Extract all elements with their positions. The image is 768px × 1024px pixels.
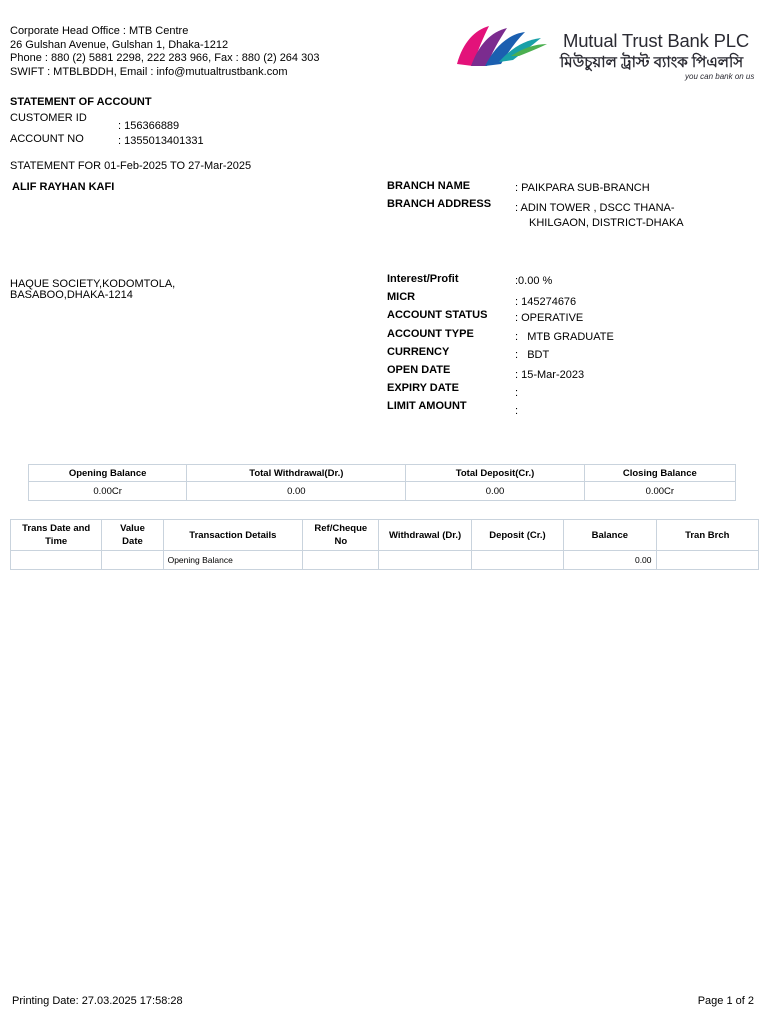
bank-tagline: you can bank on us: [685, 72, 755, 81]
summary-closing-balance-value: 0.00Cr: [584, 482, 735, 501]
branch-address-value-line1: : ADIN TOWER , DSCC THANA-: [515, 202, 675, 214]
summary-header-row: [29, 465, 736, 482]
cell-transaction-details: Opening Balance: [163, 551, 303, 570]
page-number: Page 1 of 2: [697, 995, 754, 1007]
phone-fax-line: Phone : 880 (2) 5881 2298, 222 283 966, Fax : 880 (2) 264 303: [10, 52, 320, 64]
customer-id-label: CUSTOMER ID: [10, 112, 87, 124]
table-row: [11, 551, 759, 570]
swift-email-line: SWIFT : MTBLBDDH, Email : info@mutualtrustbank.com: [10, 65, 288, 78]
transactions-header-row: [11, 520, 759, 551]
summary-header-total-withdrawal: Total Withdrawal(Dr.): [187, 465, 406, 482]
interest-profit-label: Interest/Profit: [387, 273, 459, 285]
bank-logo-ribbon-icon: [455, 22, 555, 72]
currency-value: : BDT: [515, 349, 550, 361]
printing-date: Printing Date: 27.03.2025 17:58:28: [12, 995, 183, 1007]
cell-balance: 0.00: [564, 551, 656, 570]
customer-name: ALIF RAYHAN KAFI: [12, 181, 115, 193]
cell-deposit: [471, 551, 563, 570]
account-status-label: ACCOUNT STATUS: [387, 309, 488, 321]
col-header-withdrawal: Withdrawal (Dr.): [379, 520, 471, 551]
expiry-date-value: :: [515, 387, 519, 399]
summary-total-deposit-value: 0.00: [406, 482, 584, 501]
cell-trans-date: [11, 551, 102, 570]
account-no-label: ACCOUNT NO: [10, 133, 84, 145]
summary-header-opening-balance: Opening Balance: [29, 465, 187, 482]
col-header-balance: Balance: [564, 520, 656, 551]
head-office-line: Corporate Head Office : MTB Centre: [10, 25, 189, 37]
cell-value-date: [102, 551, 163, 570]
micr-label: MICR: [387, 291, 416, 303]
account-no-value: : 1355013401331: [118, 135, 204, 147]
summary-total-withdrawal-value: 0.00: [187, 482, 406, 501]
cell-withdrawal: [379, 551, 471, 570]
open-date-value: : 15-Mar-2023: [515, 369, 585, 381]
account-type-label: ACCOUNT TYPE: [387, 328, 474, 340]
col-header-tran-brch: Tran Brch: [656, 520, 758, 551]
currency-label: CURRENCY: [387, 346, 450, 358]
bank-logo: [455, 20, 761, 86]
interest-profit-value: :0.00 %: [515, 275, 553, 287]
col-header-deposit: Deposit (Cr.): [471, 520, 563, 551]
account-status-value: : OPERATIVE: [515, 312, 584, 324]
micr-value: : 145274676: [515, 296, 577, 308]
summary-value-row: [29, 482, 736, 501]
head-office-address: 26 Gulshan Avenue, Gulshan 1, Dhaka-1212: [10, 38, 229, 51]
statement-period: STATEMENT FOR 01-Feb-2025 TO 27-Mar-2025: [10, 160, 252, 172]
account-type-value: : MTB GRADUATE: [515, 331, 614, 343]
customer-id-value: : 156366889: [118, 120, 180, 132]
summary-header-total-deposit: Total Deposit(Cr.): [406, 465, 584, 482]
customer-address-line1: HAQUE SOCIETY,KODOMTOLA,: [10, 278, 176, 290]
col-header-transaction-details: Transaction Details: [163, 520, 303, 551]
limit-amount-value: :: [515, 405, 519, 417]
expiry-date-label: EXPIRY DATE: [387, 382, 459, 394]
limit-amount-label: LIMIT AMOUNT: [387, 400, 467, 412]
col-header-value-date: Value Date: [102, 520, 163, 551]
bank-name-bangla: মিউচুয়াল ট্রাস্ট ব্যাংক পিএলসি: [560, 54, 744, 71]
branch-address-value-line2: KHILGAON, DISTRICT-DHAKA: [529, 217, 684, 229]
customer-address-line2: BASABOO,DHAKA-1214: [10, 289, 133, 301]
col-header-ref-cheque: Ref/Cheque No: [303, 520, 379, 551]
col-header-trans-date: Trans Date and Time: [11, 520, 102, 551]
cell-tran-brch: [656, 551, 758, 570]
statement-title: STATEMENT OF ACCOUNT: [10, 96, 152, 108]
transactions-table: [10, 519, 759, 570]
branch-name-value: : PAIKPARA SUB-BRANCH: [515, 182, 650, 194]
branch-address-label: BRANCH ADDRESS: [387, 198, 492, 210]
summary-opening-balance-value: 0.00Cr: [29, 482, 187, 501]
open-date-label: OPEN DATE: [387, 364, 451, 376]
bank-name-english: Mutual Trust Bank PLC: [563, 30, 750, 51]
summary-header-closing-balance: Closing Balance: [584, 465, 735, 482]
branch-name-label: BRANCH NAME: [387, 180, 471, 192]
cell-ref-cheque: [303, 551, 379, 570]
balance-summary-table: [28, 464, 736, 501]
